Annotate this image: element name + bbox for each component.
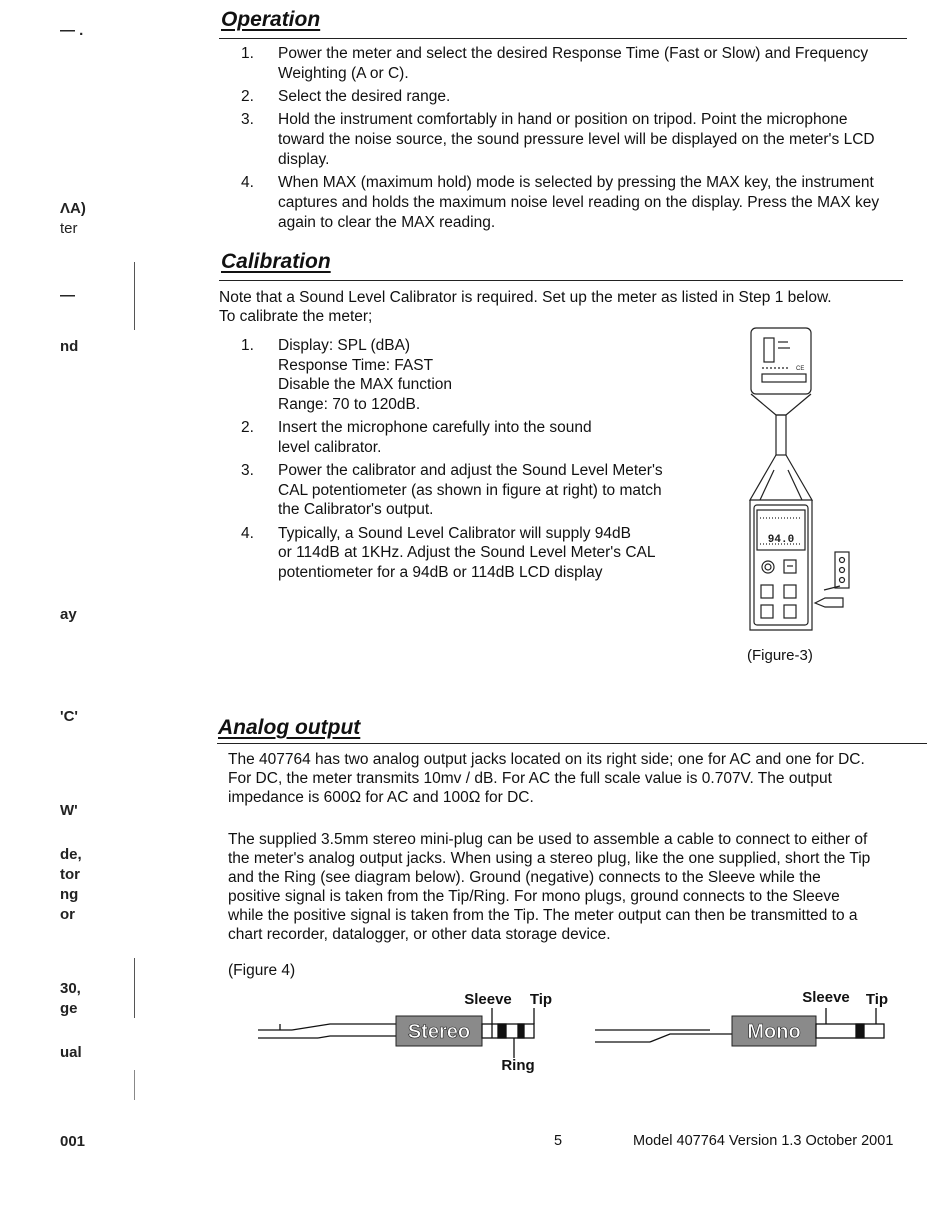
analog-paragraph-2: The supplied 3.5mm stereo mini-plug can be used to assemble a cable to connect to either of the meter's analog output jacks. When using a stereo plug, like the one supplied, short the Tip and the Ring (see diagram below). Ground (negative) connects to the Sleeve while the positive signal is taken from the Tip/Ring. For mono plugs, ground connects to the Sleeve while the positive signal is taken from the Tip. The meter output can then be transmitted to a chart recorder, datalogger, or other data storage device.: [228, 831, 871, 943]
figure-3-caption: (Figure-3): [747, 647, 813, 664]
margin-fragment: 30,: [60, 980, 81, 997]
footer-model-version: Model 407764 Version 1.3 October 2001: [633, 1133, 894, 1149]
mono-plug: [595, 989, 888, 1046]
plug-diagram: [250, 980, 910, 1080]
calibration-step: 3. Power the calibrator and adjust the Sound Level Meter's CAL potentiometer (as shown in figure at right) to match the Calibrator's output.: [241, 462, 663, 518]
stereo-tip-label: Tip: [529, 991, 553, 1008]
operation-step: 2. Select the desired range.: [241, 88, 451, 105]
margin-fragment: tor: [60, 866, 80, 883]
analog-paragraph-1: The 407764 has two analog output jacks located on its right side; one for AC and one for DC. For DC, the meter transmits 10mv / dB. For AC the full scale value is 0.707V. The output impedance is 600Ω for AC and 100Ω for DC.: [228, 751, 865, 806]
calibrator-body: [751, 328, 811, 394]
analog-output-title: Analog output: [218, 716, 361, 739]
operation-title: Operation: [221, 8, 321, 31]
svg-text:CE: CE: [796, 366, 805, 372]
margin-fragment: 'C': [60, 708, 78, 725]
operation-step: 4. When MAX (maximum hold) mode is selected by pressing the MAX key, the instrument captures and holds the maximum noise level reading on the display. Press the MAX key again to clear the MAX reading.: [241, 174, 880, 231]
margin-fragment: ΛA): [60, 200, 86, 217]
calibration-steps: [221, 336, 721, 582]
margin-fragment: nd: [60, 338, 79, 355]
calibration-step: 1. Display: SPL (dBA) Response Time: FAST Disable the MAX function Range: 70 to 120dB.: [241, 337, 453, 413]
mono-label: Mono: [747, 1021, 801, 1043]
margin-fragment: —: [60, 287, 75, 304]
stereo-label: Stereo: [407, 1021, 471, 1043]
mono-tip-label: Tip: [865, 991, 889, 1008]
figure-4-label: (Figure 4): [228, 962, 296, 979]
operation-step: 3. Hold the instrument comfortably in hand or position on tripod. Point the microphone toward the noise source, the sound pressure level will be displayed on the meter's LCD display.: [241, 111, 875, 168]
calibration-step: 2. Insert the microphone carefully into the sound level calibrator.: [241, 419, 592, 456]
analog-output-rule: [217, 743, 927, 744]
margin-fragment: ual: [60, 1044, 82, 1061]
calibration-step: 4. Typically, a Sound Level Calibrator will supply 94dB or 114dB at 1KHz. Adjust the Sound Level Meter's CAL potentiometer for a 94dB or 114dB LCD display: [241, 524, 656, 581]
operation-step: 1. Power the meter and select the desired Response Time (Fast or Slow) and Frequency Weighting (A or C).: [241, 45, 869, 82]
operation-steps: [221, 44, 911, 233]
meter-lcd-reading: 94.0: [767, 534, 795, 546]
margin-fragment: W': [60, 802, 78, 819]
operation-rule: [219, 38, 907, 39]
margin-fragment: ng: [60, 886, 79, 903]
stereo-sleeve-label: Sleeve: [464, 991, 512, 1008]
margin-fragment: 001: [60, 1133, 86, 1150]
mono-sleeve-label: Sleeve: [802, 989, 850, 1006]
margin-fragment: or: [60, 906, 75, 923]
margin-fragment: de,: [60, 846, 82, 863]
calibration-intro: Note that a Sound Level Calibrator is required. Set up the meter as listed in Step 1 below. To calibrate the meter;: [219, 289, 832, 325]
margin-fragment: — .: [60, 22, 84, 39]
binding-mark: [134, 958, 135, 1018]
binding-mark: [134, 1070, 135, 1100]
page-number: 5: [554, 1133, 563, 1149]
stereo-plug: [258, 991, 552, 1074]
margin-fragment: ay: [60, 606, 77, 623]
binding-mark: [134, 262, 135, 330]
calibration-title: Calibration: [221, 250, 331, 273]
sound-level-meter-figure: [740, 320, 860, 640]
calibration-rule: [219, 280, 903, 281]
margin-fragment: ter: [60, 220, 78, 237]
margin-fragment: ge: [60, 1000, 78, 1017]
stereo-ring-label: Ring: [501, 1057, 535, 1074]
